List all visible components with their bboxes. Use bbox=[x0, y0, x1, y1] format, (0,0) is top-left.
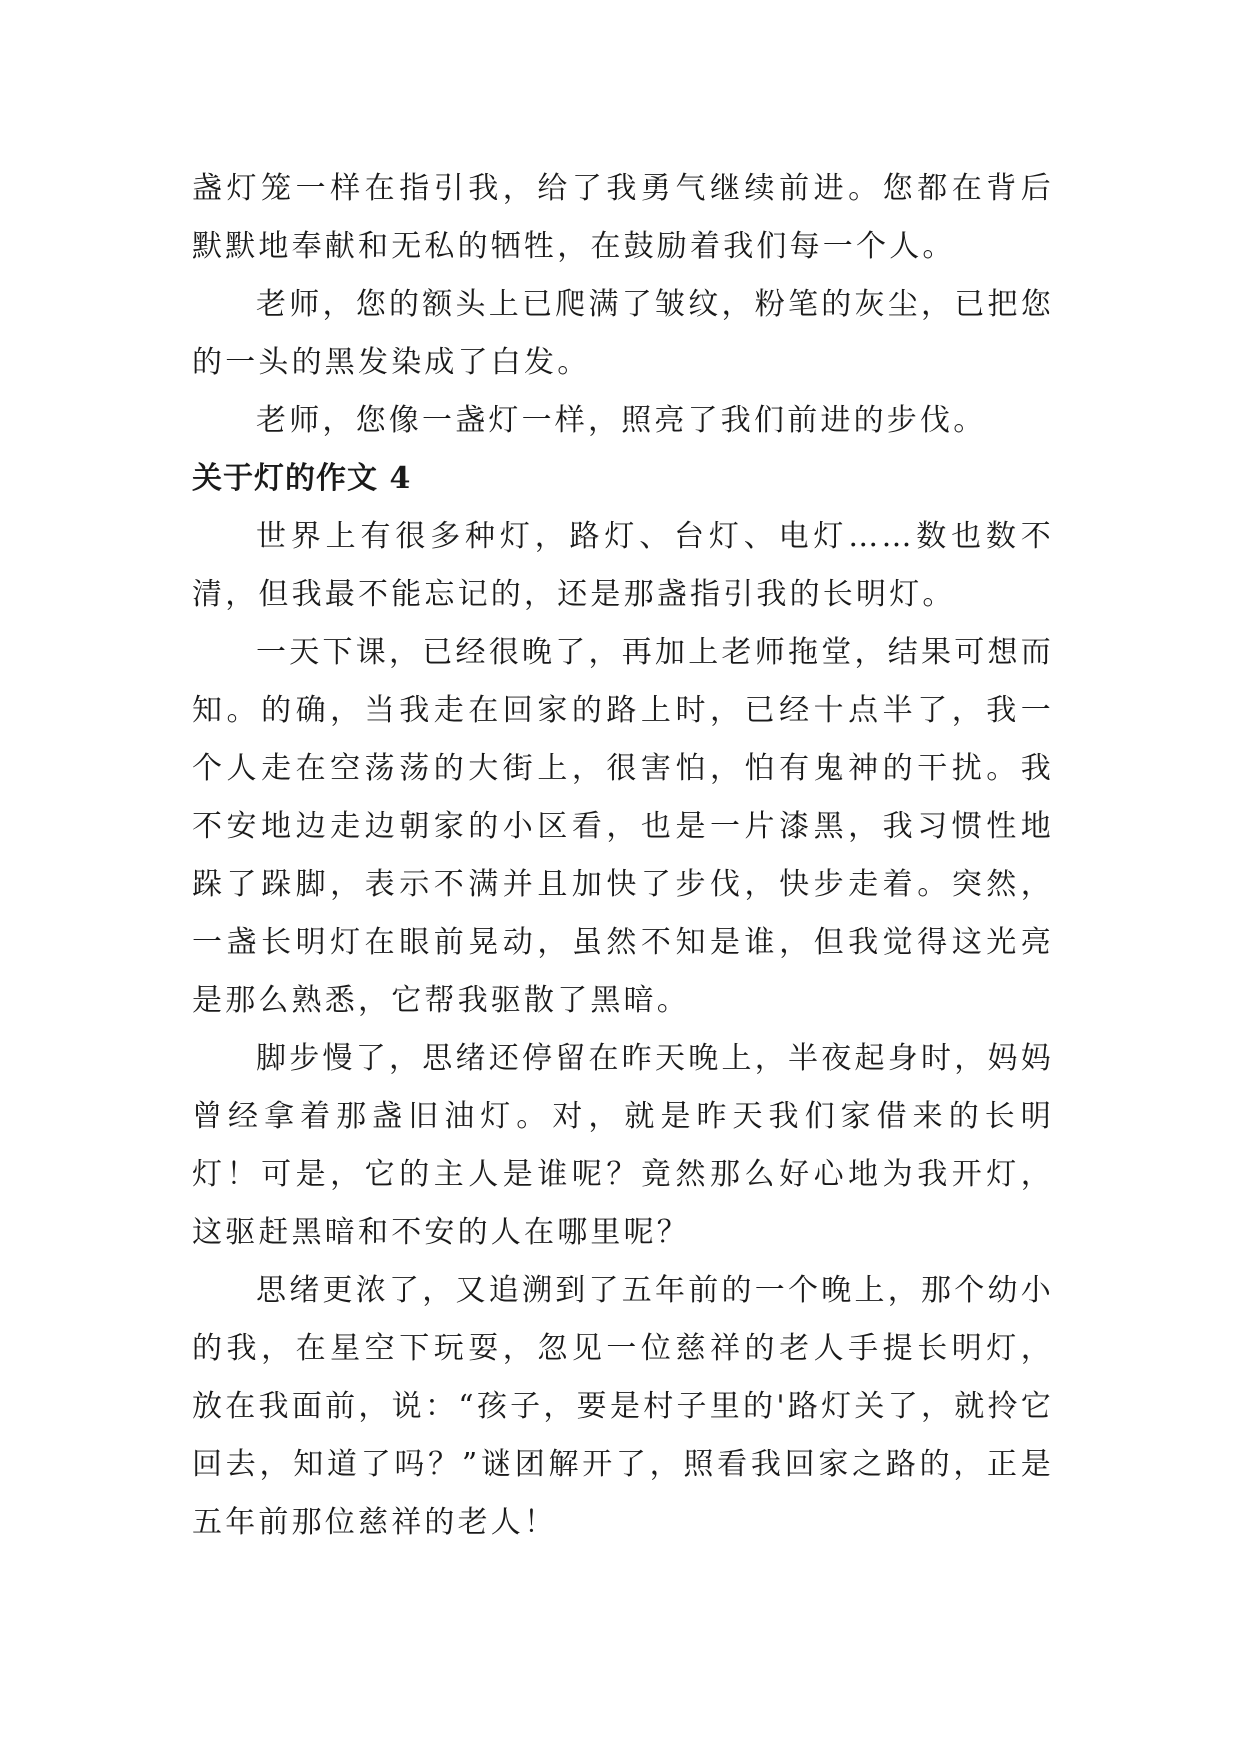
paragraph: 老师，您的额头上已爬满了皱纹，粉笔的灰尘，已把您的一头的黑发染成了白发。 bbox=[192, 287, 1054, 380]
paragraph: 脚步慢了，思绪还停留在昨天晚上，半夜起身时，妈妈曾经拿着那盏旧油灯。对，就是昨天我们家借来的长明灯！可是，它的主人是谁呢？竟然那么好心地为我开灯，这驱赶黑暗和不安的人在哪里呢？ bbox=[192, 1041, 1054, 1250]
paragraph: 老师，您像一盏灯一样，照亮了我们前进的步伐。 bbox=[256, 403, 987, 438]
document-body bbox=[192, 160, 1054, 1552]
section-heading: 关于灯的作文 4 bbox=[192, 461, 412, 496]
paragraph: 世界上有很多种灯，路灯、台灯、电灯……数也数不清，但我最不能忘记的，还是那盏指引我的长明灯。 bbox=[192, 519, 1054, 612]
paragraph: 思绪更浓了，又追溯到了五年前的一个晚上，那个幼小的我，在星空下玩耍，忽见一位慈祥的老人手提长明灯，放在我面前，说：“孩子，要是村子里的'路灯关了，就拎它回去，知道了吗？”谜团解开了，照看我回家之路的，正是五年前那位慈祥的老人！ bbox=[192, 1273, 1054, 1540]
paragraph: 一天下课，已经很晚了，再加上老师拖堂，结果可想而知。的确，当我走在回家的路上时，已经十点半了，我一个人走在空荡荡的大街上，很害怕，怕有鬼神的干扰。我不安地边走边朝家的小区看，也是一片漆黑，我习惯性地跺了跺脚，表示不满并且加快了步伐，快步走着。突然，一盏长明灯在眼前晃动，虽然不知是谁，但我觉得这光亮是那么熟悉，它帮我驱散了黑暗。 bbox=[192, 635, 1054, 1018]
paragraph: 盏灯笼一样在指引我，给了我勇气继续前进。您都在背后默默地奉献和无私的牺牲，在鼓励着我们每一个人。 bbox=[192, 171, 1054, 264]
